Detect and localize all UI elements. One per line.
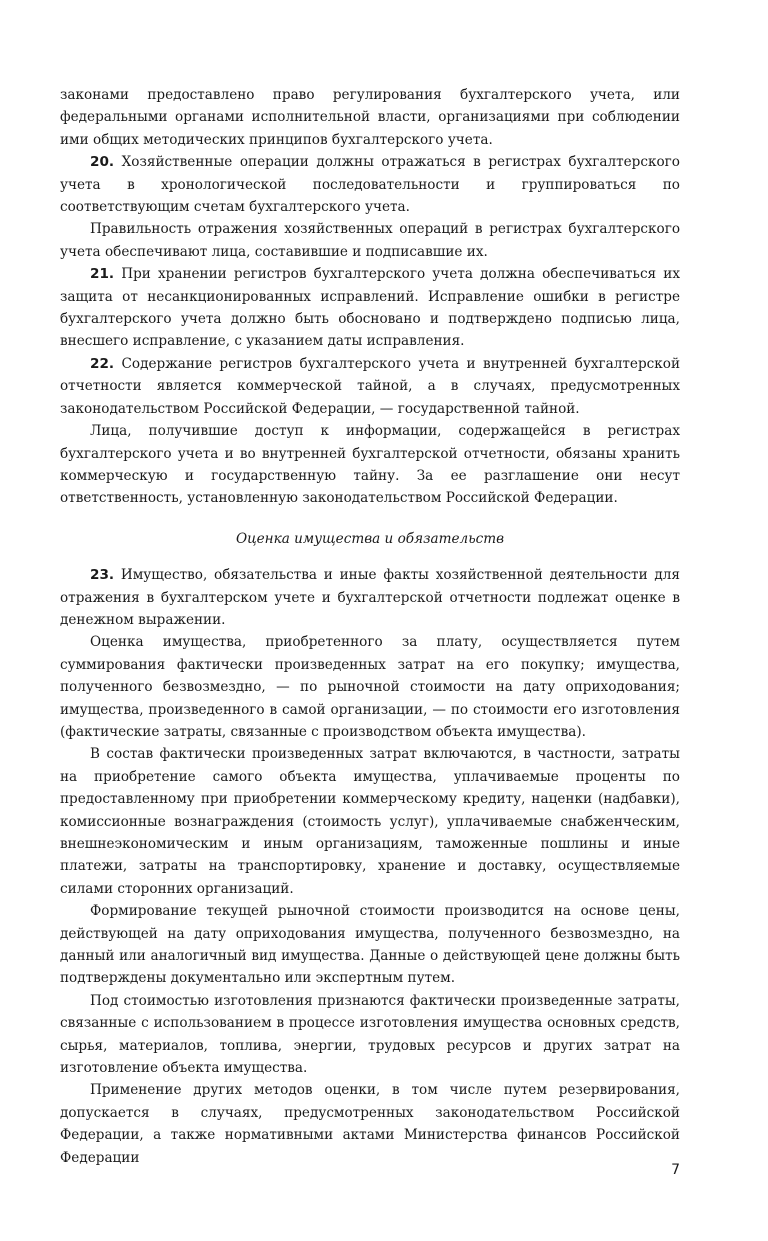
paragraph bbox=[60, 900, 680, 990]
section-heading: Оценка имущества и обязательств bbox=[235, 530, 505, 547]
page-body bbox=[60, 84, 680, 1169]
page-number: 7 bbox=[671, 1162, 680, 1178]
paragraph-text: Правильность отражения хозяйственных операций в регистрах бухгалтерского учета обеспечивают лица, составившие и подписавшие их. bbox=[60, 221, 680, 260]
paragraph bbox=[60, 631, 680, 743]
paragraph bbox=[60, 151, 680, 218]
paragraph-text: Имущество, обязательства и иные факты хозяйственной деятельности для отражения в бухгалтерском учете и бухгалтерской отчетности подлежат оценке в денежном выражении. bbox=[60, 567, 680, 628]
paragraph-text: При хранении регистров бухгалтерского учета должна обеспечиваться их защита от несанкционированных исправлений. Исправление ошибки в регистре бухгалтерского учета должно быть обосновано и подтверждено подписью лица, внесшего исправление, с указанием даты исправления. bbox=[60, 266, 680, 350]
paragraph-text: Хозяйственные операции должны отражаться в регистрах бухгалтерского учета в хронологической последовательности и группироваться по соответствующим счетам бухгалтерского учета. bbox=[60, 154, 680, 216]
paragraph bbox=[60, 564, 680, 631]
paragraph-text: Содержание регистров бухгалтерского учета и внутренней бухгалтерской отчетности является коммерческой тайной, а в случаях, предусмотренных законодательством Российской Федерации, — государственной тайной. bbox=[60, 355, 680, 417]
paragraph bbox=[60, 263, 680, 353]
paragraph bbox=[60, 353, 680, 420]
paragraph-text: Лица, получившие доступ к информации, содержащейся в регистрах бухгалтерского учета и во внутренней бухгалтерской отчетности, обязаны хранить коммерческую и государственную тайну. За ее разглашение они несут ответственность, установленную законодательством Российской Федерации. bbox=[60, 423, 680, 507]
paragraph-text: Формирование текущей рыночной стоимости производится на основе цены, действующей на дату оприходования имущества, полученного безвозмездно, на данный или аналогичный вид имущества. Данные о действующей цене должны быть подтверждены документально или экспертным путем. bbox=[60, 903, 680, 987]
paragraph bbox=[60, 743, 680, 900]
paragraph bbox=[60, 84, 680, 151]
paragraph bbox=[60, 218, 680, 263]
paragraph bbox=[60, 990, 680, 1080]
clause-number: 22. bbox=[90, 355, 115, 372]
clause-number: 23. bbox=[90, 567, 115, 584]
paragraph-text: Под стоимостью изготовления признаются фактически произведенные затраты, связанные с использованием в процессе изготовления имущества основных средств, сырья, материалов, топлива, энергии, трудовых ресурсов и других затрат на изготовление объекта имущества. bbox=[60, 992, 680, 1077]
clause-number: 20. bbox=[90, 154, 115, 171]
paragraph-text: Оценка имущества, приобретенного за плату, осуществляется путем суммирования фактически произведенных затрат на его покупку; имущества, полученного безвозмездно, — по рыночной стоимости на дату оприходования; имущества, произведенного в самой организации, — по стоимости его изготовления (фактические затраты, связанные с производством объекта имущества). bbox=[60, 634, 680, 740]
paragraph-text: законами предоставлено право регулирования бухгалтерского учета, или федеральными органами исполнительной власти, организациями при соблюдении ими общих методических принципов бухгалтерского учета. bbox=[60, 87, 680, 148]
paragraph bbox=[60, 420, 680, 510]
paragraph-text: В состав фактически произведенных затрат включаются, в частности, затраты на приобретение самого объекта имущества, уплачиваемые проценты по предоставленному при приобретении коммерческому кредиту, наценки (надбавки), комиссионные вознаграждения (стоимость услуг), уплачиваемые снабженческим, внешнеэкономическим и иным организациям, таможенные пошлины и иные платежи, затраты на транспортировку, хранение и доставку, осуществляемые силами сторонних организаций. bbox=[60, 746, 680, 897]
clause-number: 21. bbox=[90, 266, 115, 283]
paragraph-text: Применение других методов оценки, в том числе путем резервирования, допускается в случаях, предусмотренных законодательством Российской Федерации, а также нормативными актами Министерства финансов Российской Федерации bbox=[60, 1082, 680, 1166]
paragraph bbox=[60, 1079, 680, 1169]
